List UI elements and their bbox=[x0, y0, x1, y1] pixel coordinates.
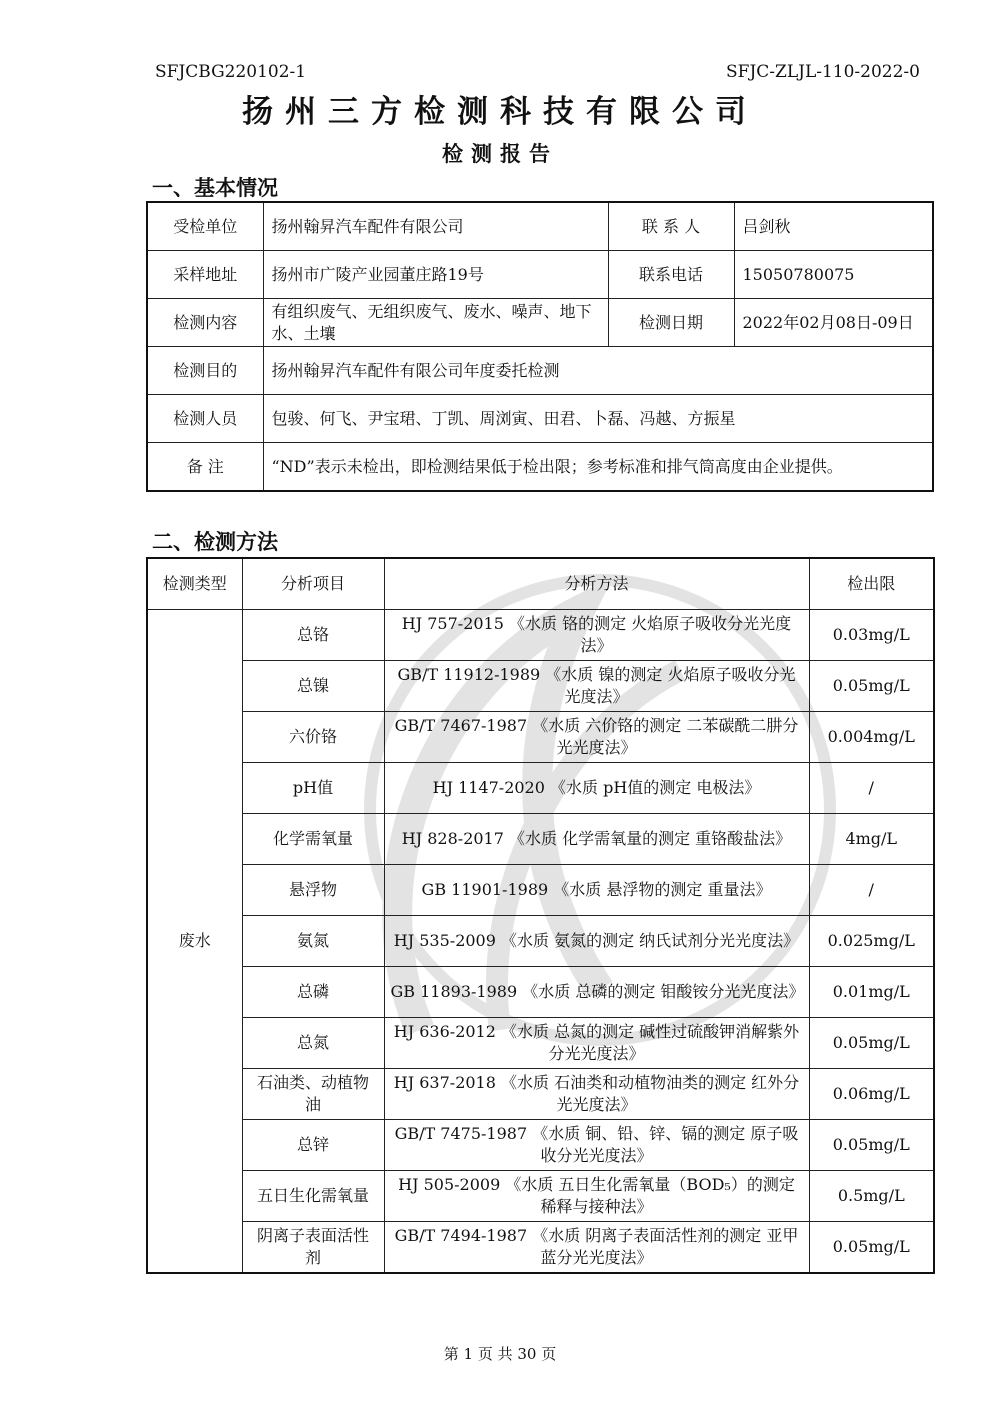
method-cell: HJ 757-2015 《水质 铬的测定 火焰原子吸收分光光度法》 bbox=[384, 610, 809, 661]
item-cell: 阴离子表面活性剂 bbox=[242, 1222, 384, 1274]
table-row bbox=[147, 763, 934, 814]
row-value: 有组织废气、无组织废气、废水、噪声、地下水、土壤 bbox=[263, 299, 608, 347]
row-label: 检测人员 bbox=[147, 395, 263, 443]
item-cell: 石油类、动植物油 bbox=[242, 1069, 384, 1120]
table-row bbox=[147, 1171, 934, 1222]
item-cell: 五日生化需氧量 bbox=[242, 1171, 384, 1222]
row-value: 吕剑秋 bbox=[734, 202, 933, 251]
row-value: 扬州市广陵产业园董庄路19号 bbox=[263, 251, 608, 299]
section-basic-info-title: 一、基本情况 bbox=[152, 176, 278, 200]
method-cell: HJ 505-2009 《水质 五日生化需氧量（BOD₅）的测定 稀释与接种法》 bbox=[384, 1171, 809, 1222]
limit-cell: 0.06mg/L bbox=[809, 1069, 934, 1120]
row-label: 检测目的 bbox=[147, 347, 263, 395]
item-cell: 总磷 bbox=[242, 967, 384, 1018]
note-value: “ND”表示未检出，即检测结果低于检出限；参考标准和排气筒高度由企业提供。 bbox=[263, 443, 933, 492]
table-row bbox=[147, 712, 934, 763]
method-cell: GB/T 11912-1989 《水质 镍的测定 火焰原子吸收分光光度法》 bbox=[384, 661, 809, 712]
table-row bbox=[147, 610, 934, 661]
limit-cell: 0.025mg/L bbox=[809, 916, 934, 967]
row-label: 联 系 人 bbox=[608, 202, 734, 251]
table-row bbox=[147, 865, 934, 916]
row-value: 扬州翰昇汽车配件有限公司 bbox=[263, 202, 608, 251]
item-cell: 总铬 bbox=[242, 610, 384, 661]
item-cell: 悬浮物 bbox=[242, 865, 384, 916]
purpose-value: 扬州翰昇汽车配件有限公司年度委托检测 bbox=[263, 347, 933, 395]
row-label: 检测日期 bbox=[608, 299, 734, 347]
row-label: 检测内容 bbox=[147, 299, 263, 347]
limit-cell: / bbox=[809, 865, 934, 916]
report-number: SFJCBG220102-1 bbox=[155, 62, 307, 82]
row-label: 备 注 bbox=[147, 443, 263, 492]
table-header-row bbox=[147, 558, 934, 610]
limit-cell: 0.05mg/L bbox=[809, 1120, 934, 1171]
item-cell: 化学需氧量 bbox=[242, 814, 384, 865]
table-row bbox=[147, 1222, 934, 1274]
limit-cell: 0.05mg/L bbox=[809, 661, 934, 712]
table-row bbox=[147, 395, 933, 443]
limit-cell: 0.5mg/L bbox=[809, 1171, 934, 1222]
method-cell: GB/T 7494-1987 《水质 阴离子表面活性剂的测定 亚甲蓝分光光度法》 bbox=[384, 1222, 809, 1274]
report-title: 检测报告 bbox=[442, 142, 558, 166]
column-header: 分析项目 bbox=[242, 558, 384, 610]
row-label: 受检单位 bbox=[147, 202, 263, 251]
methods-table bbox=[146, 557, 935, 1274]
limit-cell: / bbox=[809, 763, 934, 814]
table-row bbox=[147, 347, 933, 395]
section-methods-title: 二、检测方法 bbox=[152, 530, 278, 554]
limit-cell: 4mg/L bbox=[809, 814, 934, 865]
row-value: 2022年02月08日-09日 bbox=[734, 299, 933, 347]
column-header: 检测类型 bbox=[147, 558, 242, 610]
method-cell: HJ 1147-2020 《水质 pH值的测定 电极法》 bbox=[384, 763, 809, 814]
row-value: 15050780075 bbox=[734, 251, 933, 299]
table-row bbox=[147, 661, 934, 712]
column-header: 检出限 bbox=[809, 558, 934, 610]
method-cell: GB 11893-1989 《水质 总磷的测定 钼酸铵分光光度法》 bbox=[384, 967, 809, 1018]
table-row bbox=[147, 251, 933, 299]
method-cell: GB 11901-1989 《水质 悬浮物的测定 重量法》 bbox=[384, 865, 809, 916]
table-row bbox=[147, 814, 934, 865]
row-label: 联系电话 bbox=[608, 251, 734, 299]
table-row bbox=[147, 299, 933, 347]
item-cell: 六价铬 bbox=[242, 712, 384, 763]
table-row bbox=[147, 916, 934, 967]
table-row bbox=[147, 967, 934, 1018]
limit-cell: 0.01mg/L bbox=[809, 967, 934, 1018]
item-cell: 氨氮 bbox=[242, 916, 384, 967]
method-cell: HJ 637-2018 《水质 石油类和动植物油类的测定 红外分光光度法》 bbox=[384, 1069, 809, 1120]
page-number: 第 1 页 共 30 页 bbox=[443, 1345, 557, 1363]
table-row bbox=[147, 202, 933, 251]
category-cell: 废水 bbox=[147, 610, 242, 1274]
limit-cell: 0.004mg/L bbox=[809, 712, 934, 763]
limit-cell: 0.05mg/L bbox=[809, 1018, 934, 1069]
method-cell: HJ 535-2009 《水质 氨氮的测定 纳氏试剂分光光度法》 bbox=[384, 916, 809, 967]
company-name: 扬州三方检测科技有限公司 bbox=[242, 94, 758, 130]
item-cell: 总镍 bbox=[242, 661, 384, 712]
column-header: 分析方法 bbox=[384, 558, 809, 610]
item-cell: 总氮 bbox=[242, 1018, 384, 1069]
method-cell: GB/T 7475-1987 《水质 铜、铅、锌、镉的测定 原子吸收分光光度法》 bbox=[384, 1120, 809, 1171]
table-row bbox=[147, 1018, 934, 1069]
method-cell: HJ 636-2012 《水质 总氮的测定 碱性过硫酸钾消解紫外分光光度法》 bbox=[384, 1018, 809, 1069]
table-row bbox=[147, 1120, 934, 1171]
row-label: 采样地址 bbox=[147, 251, 263, 299]
item-cell: 总锌 bbox=[242, 1120, 384, 1171]
method-cell: HJ 828-2017 《水质 化学需氧量的测定 重铬酸盐法》 bbox=[384, 814, 809, 865]
staff-value: 包骏、何飞、尹宝珺、丁凯、周浏寅、田君、卜磊、冯越、方振星 bbox=[263, 395, 933, 443]
limit-cell: 0.05mg/L bbox=[809, 1222, 934, 1274]
basic-info-table bbox=[146, 201, 934, 492]
form-number: SFJC-ZLJL-110-2022-0 bbox=[726, 62, 920, 82]
table-row bbox=[147, 443, 933, 492]
table-row bbox=[147, 1069, 934, 1120]
limit-cell: 0.03mg/L bbox=[809, 610, 934, 661]
method-cell: GB/T 7467-1987 《水质 六价铬的测定 二苯碳酰二肼分光光度法》 bbox=[384, 712, 809, 763]
item-cell: pH值 bbox=[242, 763, 384, 814]
